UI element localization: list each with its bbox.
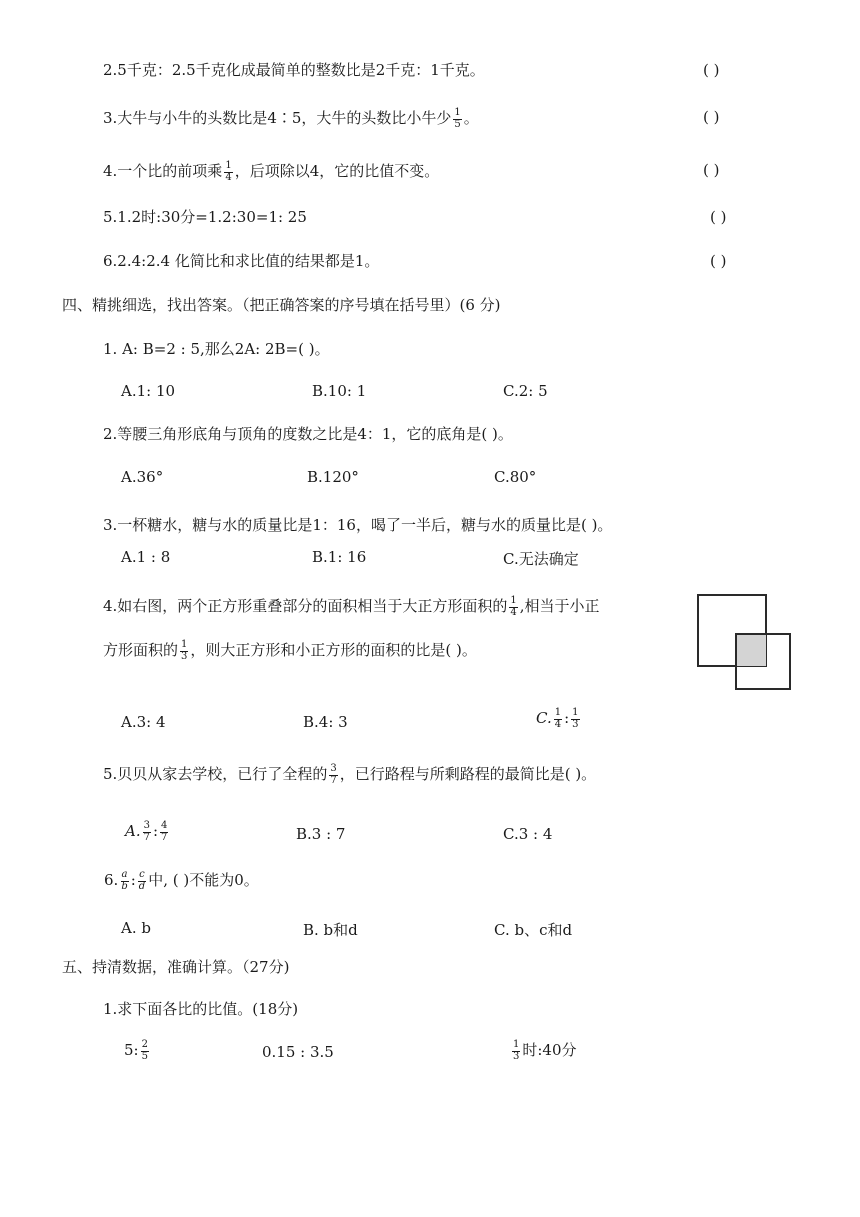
section5-sub1: 1.求下面各比的比值。(18分) xyxy=(103,1000,299,1018)
fraction: $\frac{1}{5}$ xyxy=(454,107,461,130)
calc-expression-2: 0.15 : 3.5 xyxy=(262,1043,334,1061)
judge-q4: 4.一个比的前项乘 $\frac{1}{4}$ ，后项除以4，它的比值不变。 xyxy=(103,160,440,183)
choice-q4-option-a: A.3: 4 xyxy=(121,713,166,731)
choice-q4-option-c: C. $\frac{1}{4}$ : $\frac{1}{3}$ xyxy=(536,707,579,730)
choice-q6-option-a: A. b xyxy=(121,919,151,937)
answer-paren: ( ) xyxy=(710,252,727,270)
calc-expression-1: 5: $\frac{2}{5}$ xyxy=(124,1039,148,1062)
choice-q4-option-b: B.4: 3 xyxy=(303,713,348,731)
judge-q3: 3.大牛与小牛的头数比是4∶5，大牛的头数比小牛少 $\frac{1}{5}$ 。 xyxy=(103,107,479,130)
choice-q4-line2: 方形面积的 $\frac{1}{3}$ ，则大正方形和小正方形的面积的比是( )。 xyxy=(103,639,477,662)
section4-heading: 四、精挑细选，找出答案。（把正确答案的序号填在括号里）(6 分) xyxy=(62,296,501,314)
fraction: $\frac{1}{4}$ xyxy=(510,595,517,618)
choice-q2-option-c: C.80° xyxy=(494,468,537,486)
choice-q1-option-c: C.2: 5 xyxy=(503,382,548,400)
answer-paren: ( ) xyxy=(703,61,720,79)
calc-expression-3: $\frac{1}{3}$ 时:40分 xyxy=(513,1039,577,1062)
choice-q1-option-b: B.10: 1 xyxy=(312,382,367,400)
section5-heading: 五、持清数据，准确计算。（27分) xyxy=(62,958,290,976)
judge-q6: 6.2.4:2.4 化简比和求比值的结果都是1。 xyxy=(103,252,380,270)
overlapping-squares-figure xyxy=(695,592,795,692)
choice-q6: 6. $\frac{a}{b}$ : $\frac{c}{d}$ 中, ( )不能为0。 xyxy=(104,869,259,892)
fraction: $\frac{1}{3}$ xyxy=(181,639,188,662)
judge-q5: 5.1.2时:30分=1.2:30=1: 25 xyxy=(103,208,307,226)
answer-paren: ( ) xyxy=(710,208,727,226)
choice-q5-option-a: A. $\frac{3}{7}$ : $\frac{4}{7}$ xyxy=(125,820,168,843)
choice-q1-option-a: A.1: 10 xyxy=(121,382,176,400)
choice-q4-line1: 4.如右图，两个正方形重叠部分的面积相当于大正方形面积的 $\frac{1}{4}$ ,相当于小正 xyxy=(103,595,600,618)
choice-q3-option-a: A.1 : 8 xyxy=(121,548,171,566)
fraction: $\frac{3}{7}$ xyxy=(330,763,337,786)
choice-q6-option-c: C. b、c和d xyxy=(494,921,573,939)
choice-q6-option-b: B. b和d xyxy=(303,921,358,939)
choice-q3-option-c: C.无法确定 xyxy=(503,550,579,568)
answer-paren: ( ) xyxy=(703,108,720,126)
choice-q5: 5.贝贝从家去学校，已行了全程的 $\frac{3}{7}$ ，已行路程与所剩路程的最简比是( )。 xyxy=(103,763,597,786)
choice-q3: 3.一杯糖水，糖与水的质量比是1：16，喝了一半后，糖与水的质量比是( )。 xyxy=(103,516,613,534)
choice-q2: 2.等腰三角形底角与顶角的度数之比是4：1，它的底角是( )。 xyxy=(103,425,513,443)
choice-q1: 1. A: B=2 : 5,那么2A: 2B=( )。 xyxy=(103,340,330,358)
answer-paren: ( ) xyxy=(703,161,720,179)
overlap-region xyxy=(736,634,766,666)
choice-q5-option-b: B.3 : 7 xyxy=(296,825,346,843)
choice-q5-option-c: C.3 : 4 xyxy=(503,825,553,843)
choice-q3-option-b: B.1: 16 xyxy=(312,548,367,566)
choice-q2-option-a: A.36° xyxy=(121,468,164,486)
fraction: $\frac{1}{4}$ xyxy=(225,160,232,183)
choice-q2-option-b: B.120° xyxy=(307,468,359,486)
judge-q2: 2.5千克：2.5千克化成最简单的整数比是2千克：1千克。 xyxy=(103,61,485,79)
